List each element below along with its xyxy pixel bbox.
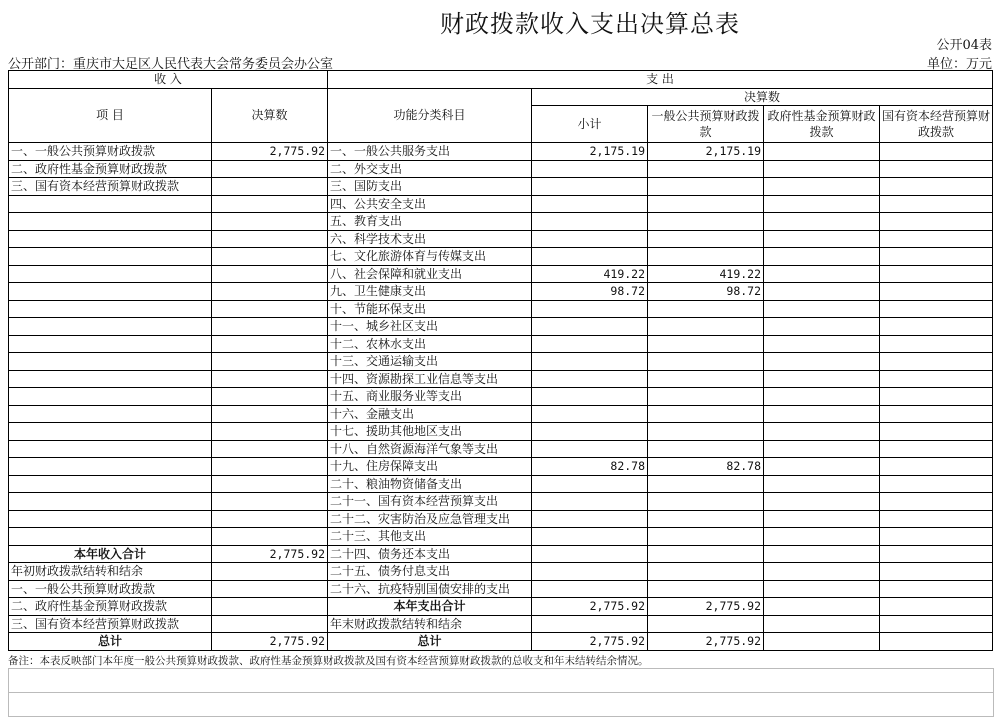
table-row [9, 300, 993, 318]
table-row [9, 633, 993, 651]
subtotal-cell [532, 248, 648, 266]
general-budget-cell [648, 388, 764, 406]
income-label-cell [9, 213, 212, 231]
general-budget-cell [648, 545, 764, 563]
expense-label-cell: 十五、商业服务业等支出 [328, 388, 532, 406]
expense-label-cell: 八、社会保障和就业支出 [328, 265, 532, 283]
state-capital-cell [880, 475, 993, 493]
income-label-cell [9, 458, 212, 476]
subtotal-cell [532, 300, 648, 318]
expense-label-cell: 二十二、灾害防治及应急管理支出 [328, 510, 532, 528]
gov-fund-cell [764, 440, 880, 458]
table-row [9, 545, 993, 563]
expense-label-cell: 年末财政拨款结转和结余 [328, 615, 532, 633]
gov-fund-header: 政府性基金预算财政拨款 [764, 106, 880, 143]
subtotal-cell: 2,775.92 [532, 633, 648, 651]
subtotal-cell [532, 160, 648, 178]
subtotal-cell: 2,175.19 [532, 143, 648, 161]
table-row [9, 405, 993, 423]
income-label-cell [9, 283, 212, 301]
income-amount-cell [212, 178, 328, 196]
form-code: 公开04表 [936, 38, 992, 53]
subtotal-cell [532, 528, 648, 546]
department-label: 公开部门：重庆市大足区人民代表大会常务委员会办公室 [8, 57, 334, 72]
table-row [9, 440, 993, 458]
income-amount-cell [212, 370, 328, 388]
gov-fund-cell [764, 230, 880, 248]
income-label-cell [9, 230, 212, 248]
table-row [9, 510, 993, 528]
general-budget-cell: 98.72 [648, 283, 764, 301]
general-budget-cell [648, 160, 764, 178]
subtotal-cell [532, 213, 648, 231]
subtotal-cell [532, 230, 648, 248]
gov-fund-cell [764, 143, 880, 161]
gov-fund-cell [764, 563, 880, 581]
gov-fund-cell [764, 283, 880, 301]
income-label-cell [9, 265, 212, 283]
gov-fund-cell [764, 195, 880, 213]
subtotal-cell [532, 388, 648, 406]
expense-label-cell: 二十一、国有资本经营预算支出 [328, 493, 532, 511]
expense-label-cell: 十二、农林水支出 [328, 335, 532, 353]
income-label-cell: 一、一般公共预算财政拨款 [9, 580, 212, 598]
table-row [9, 213, 993, 231]
expense-label-cell: 十八、自然资源海洋气象等支出 [328, 440, 532, 458]
table-row [9, 615, 993, 633]
general-budget-cell [648, 440, 764, 458]
expense-label-cell: 十一、城乡社区支出 [328, 318, 532, 336]
expense-label-cell: 九、卫生健康支出 [328, 283, 532, 301]
income-label-cell: 三、国有资本经营预算财政拨款 [9, 615, 212, 633]
general-budget-cell [648, 178, 764, 196]
gov-fund-cell [764, 580, 880, 598]
income-label-cell [9, 510, 212, 528]
income-amount-cell [212, 528, 328, 546]
state-capital-cell [880, 370, 993, 388]
income-label-cell [9, 335, 212, 353]
table-row [9, 283, 993, 301]
unit-label: 单位：万元 [926, 57, 992, 72]
subtotal-cell: 2,775.92 [532, 598, 648, 616]
gov-fund-cell [764, 300, 880, 318]
expense-label-cell: 十六、金融支出 [328, 405, 532, 423]
income-amount-cell [212, 440, 328, 458]
table-row [9, 160, 993, 178]
expense-label-cell: 三、国防支出 [328, 178, 532, 196]
income-amount-cell [212, 580, 328, 598]
state-capital-cell [880, 458, 993, 476]
expense-label-cell: 二十、粮油物资储备支出 [328, 475, 532, 493]
state-capital-cell [880, 353, 993, 371]
gov-fund-cell [764, 458, 880, 476]
gov-fund-cell [764, 178, 880, 196]
table-row [9, 230, 993, 248]
table-row [9, 458, 993, 476]
state-capital-cell [880, 283, 993, 301]
state-capital-cell [880, 178, 993, 196]
general-budget-cell [648, 230, 764, 248]
gov-fund-cell [764, 318, 880, 336]
gov-fund-cell [764, 423, 880, 441]
expense-label-cell: 十、节能环保支出 [328, 300, 532, 318]
state-capital-cell [880, 335, 993, 353]
income-label-cell [9, 318, 212, 336]
state-capital-cell [880, 300, 993, 318]
general-budget-cell [648, 615, 764, 633]
state-capital-cell [880, 615, 993, 633]
gov-fund-cell [764, 405, 880, 423]
income-amount-cell: 2,775.92 [212, 545, 328, 563]
income-amount-cell [212, 405, 328, 423]
general-budget-cell: 2,775.92 [648, 633, 764, 651]
gov-fund-cell [764, 388, 880, 406]
income-amount-cell [212, 283, 328, 301]
expense-label-cell: 十七、援助其他地区支出 [328, 423, 532, 441]
table-row [9, 528, 993, 546]
general-budget-cell [648, 405, 764, 423]
expense-label-cell: 一、一般公共服务支出 [328, 143, 532, 161]
state-capital-cell [880, 405, 993, 423]
income-amount-cell [212, 563, 328, 581]
blank-area [8, 668, 994, 717]
income-label-cell [9, 493, 212, 511]
page-title: 财政拨款收入支出决算总表 [440, 10, 740, 38]
income-label-cell: 年初财政拨款结转和结余 [9, 563, 212, 581]
gov-fund-cell [764, 248, 880, 266]
income-amount-cell [212, 195, 328, 213]
general-budget-cell [648, 475, 764, 493]
income-label-cell: 二、政府性基金预算财政拨款 [9, 598, 212, 616]
gov-fund-cell [764, 475, 880, 493]
general-budget-cell: 82.78 [648, 458, 764, 476]
income-label-cell: 一、一般公共预算财政拨款 [9, 143, 212, 161]
item-header: 项 目 [9, 88, 212, 143]
general-budget-cell [648, 248, 764, 266]
budget-summary-table [8, 70, 993, 651]
table-row [9, 248, 993, 266]
table-row [9, 370, 993, 388]
income-amount-cell [212, 388, 328, 406]
income-amount-cell [212, 615, 328, 633]
table-row [9, 475, 993, 493]
income-label-cell [9, 440, 212, 458]
gov-fund-cell [764, 213, 880, 231]
income-label-cell [9, 423, 212, 441]
income-label-cell [9, 475, 212, 493]
income-label-cell [9, 405, 212, 423]
income-amount-cell: 2,775.92 [212, 633, 328, 651]
income-amount-cell [212, 598, 328, 616]
state-capital-cell [880, 528, 993, 546]
income-amount-cell [212, 318, 328, 336]
general-budget-cell [648, 423, 764, 441]
gov-fund-cell [764, 160, 880, 178]
subtotal-cell [532, 195, 648, 213]
state-capital-cell [880, 318, 993, 336]
gov-fund-cell [764, 528, 880, 546]
general-budget-cell [648, 335, 764, 353]
income-label-cell: 总计 [9, 633, 212, 651]
gov-fund-cell [764, 510, 880, 528]
income-amount-cell [212, 475, 328, 493]
subtotal-cell [532, 510, 648, 528]
subtotal-cell [532, 318, 648, 336]
income-amount-cell [212, 353, 328, 371]
general-budget-cell: 2,175.19 [648, 143, 764, 161]
expense-label-cell: 十三、交通运输支出 [328, 353, 532, 371]
gov-fund-cell [764, 493, 880, 511]
state-capital-cell [880, 440, 993, 458]
gov-fund-cell [764, 545, 880, 563]
general-budget-cell: 2,775.92 [648, 598, 764, 616]
subtotal-cell [532, 178, 648, 196]
expense-label-cell: 本年支出合计 [328, 598, 532, 616]
income-amount-cell [212, 160, 328, 178]
expense-label-cell: 十四、资源勘探工业信息等支出 [328, 370, 532, 388]
state-capital-cell [880, 545, 993, 563]
expense-label-cell: 二十六、抗疫特别国债安排的支出 [328, 580, 532, 598]
general-budget-cell [648, 213, 764, 231]
income-label-cell [9, 248, 212, 266]
table-row [9, 423, 993, 441]
expense-label-cell: 总计 [328, 633, 532, 651]
subtotal-cell: 82.78 [532, 458, 648, 476]
income-label-cell [9, 370, 212, 388]
general-budget-cell [648, 300, 764, 318]
gov-fund-cell [764, 265, 880, 283]
expense-label-cell: 七、文化旅游体育与传媒支出 [328, 248, 532, 266]
income-amount-cell [212, 265, 328, 283]
general-budget-cell [648, 493, 764, 511]
table-row [9, 353, 993, 371]
subtotal-cell [532, 335, 648, 353]
income-amount-cell [212, 423, 328, 441]
subtotal-cell [532, 580, 648, 598]
general-budget-cell [648, 510, 764, 528]
income-amount-cell [212, 335, 328, 353]
gov-fund-cell [764, 615, 880, 633]
table-row [9, 195, 993, 213]
state-capital-cell [880, 230, 993, 248]
income-amount-cell [212, 248, 328, 266]
expense-label-cell: 二十四、债务还本支出 [328, 545, 532, 563]
gov-fund-cell [764, 633, 880, 651]
general-budget-header: 一般公共预算财政拨款 [648, 106, 764, 143]
expense-label-cell: 五、教育支出 [328, 213, 532, 231]
divider [9, 692, 993, 693]
footnote: 备注：本表反映部门本年度一般公共预算财政拨款、政府性基金预算财政拨款及国有资本经营预算财政拨款的总收支和年末结转结余情况。 [8, 655, 649, 667]
table-body [9, 143, 993, 651]
subtotal-cell [532, 493, 648, 511]
state-capital-cell [880, 563, 993, 581]
subtotal-header: 小计 [532, 106, 648, 143]
expense-header: 支 出 [328, 71, 993, 89]
income-label-cell [9, 388, 212, 406]
income-amount-cell [212, 458, 328, 476]
subtotal-cell [532, 370, 648, 388]
table-row [9, 563, 993, 581]
state-capital-cell [880, 143, 993, 161]
general-budget-cell [648, 370, 764, 388]
subtotal-cell [532, 423, 648, 441]
subtotal-cell [532, 615, 648, 633]
income-amount-header: 决算数 [212, 88, 328, 143]
subtotal-cell [532, 353, 648, 371]
income-label-cell: 三、国有资本经营预算财政拨款 [9, 178, 212, 196]
income-label-cell [9, 528, 212, 546]
state-capital-header: 国有资本经营预算财政拨款 [880, 106, 993, 143]
income-amount-cell [212, 213, 328, 231]
general-budget-cell [648, 580, 764, 598]
income-label-cell [9, 353, 212, 371]
func-class-header: 功能分类科目 [328, 88, 532, 143]
general-budget-cell [648, 528, 764, 546]
gov-fund-cell [764, 353, 880, 371]
table-row [9, 318, 993, 336]
state-capital-cell [880, 423, 993, 441]
state-capital-cell [880, 265, 993, 283]
income-amount-cell [212, 510, 328, 528]
final-group-header: 决算数 [532, 88, 993, 106]
income-label-cell [9, 195, 212, 213]
subtotal-cell [532, 405, 648, 423]
state-capital-cell [880, 510, 993, 528]
table-row [9, 598, 993, 616]
general-budget-cell [648, 318, 764, 336]
state-capital-cell [880, 633, 993, 651]
state-capital-cell [880, 388, 993, 406]
general-budget-cell: 419.22 [648, 265, 764, 283]
income-amount-cell [212, 230, 328, 248]
state-capital-cell [880, 213, 993, 231]
expense-label-cell: 二十三、其他支出 [328, 528, 532, 546]
state-capital-cell [880, 598, 993, 616]
income-label-cell [9, 300, 212, 318]
general-budget-cell [648, 563, 764, 581]
subtotal-cell: 98.72 [532, 283, 648, 301]
subtotal-cell [532, 475, 648, 493]
state-capital-cell [880, 493, 993, 511]
income-amount-cell [212, 300, 328, 318]
expense-label-cell: 六、科学技术支出 [328, 230, 532, 248]
income-amount-cell [212, 493, 328, 511]
subtotal-cell [532, 545, 648, 563]
general-budget-cell [648, 353, 764, 371]
gov-fund-cell [764, 335, 880, 353]
table-row [9, 178, 993, 196]
state-capital-cell [880, 580, 993, 598]
state-capital-cell [880, 195, 993, 213]
income-amount-cell: 2,775.92 [212, 143, 328, 161]
table-row [9, 265, 993, 283]
state-capital-cell [880, 248, 993, 266]
table-row [9, 580, 993, 598]
expense-label-cell: 二、外交支出 [328, 160, 532, 178]
subtotal-cell [532, 440, 648, 458]
table-row [9, 388, 993, 406]
state-capital-cell [880, 160, 993, 178]
expense-label-cell: 二十五、债务付息支出 [328, 563, 532, 581]
income-label-cell: 本年收入合计 [9, 545, 212, 563]
income-label-cell: 二、政府性基金预算财政拨款 [9, 160, 212, 178]
expense-label-cell: 十九、住房保障支出 [328, 458, 532, 476]
gov-fund-cell [764, 598, 880, 616]
subtotal-cell: 419.22 [532, 265, 648, 283]
income-header: 收 入 [9, 71, 328, 89]
gov-fund-cell [764, 370, 880, 388]
subtotal-cell [532, 563, 648, 581]
expense-label-cell: 四、公共安全支出 [328, 195, 532, 213]
table-row [9, 335, 993, 353]
table-row [9, 493, 993, 511]
general-budget-cell [648, 195, 764, 213]
table-row [9, 143, 993, 161]
